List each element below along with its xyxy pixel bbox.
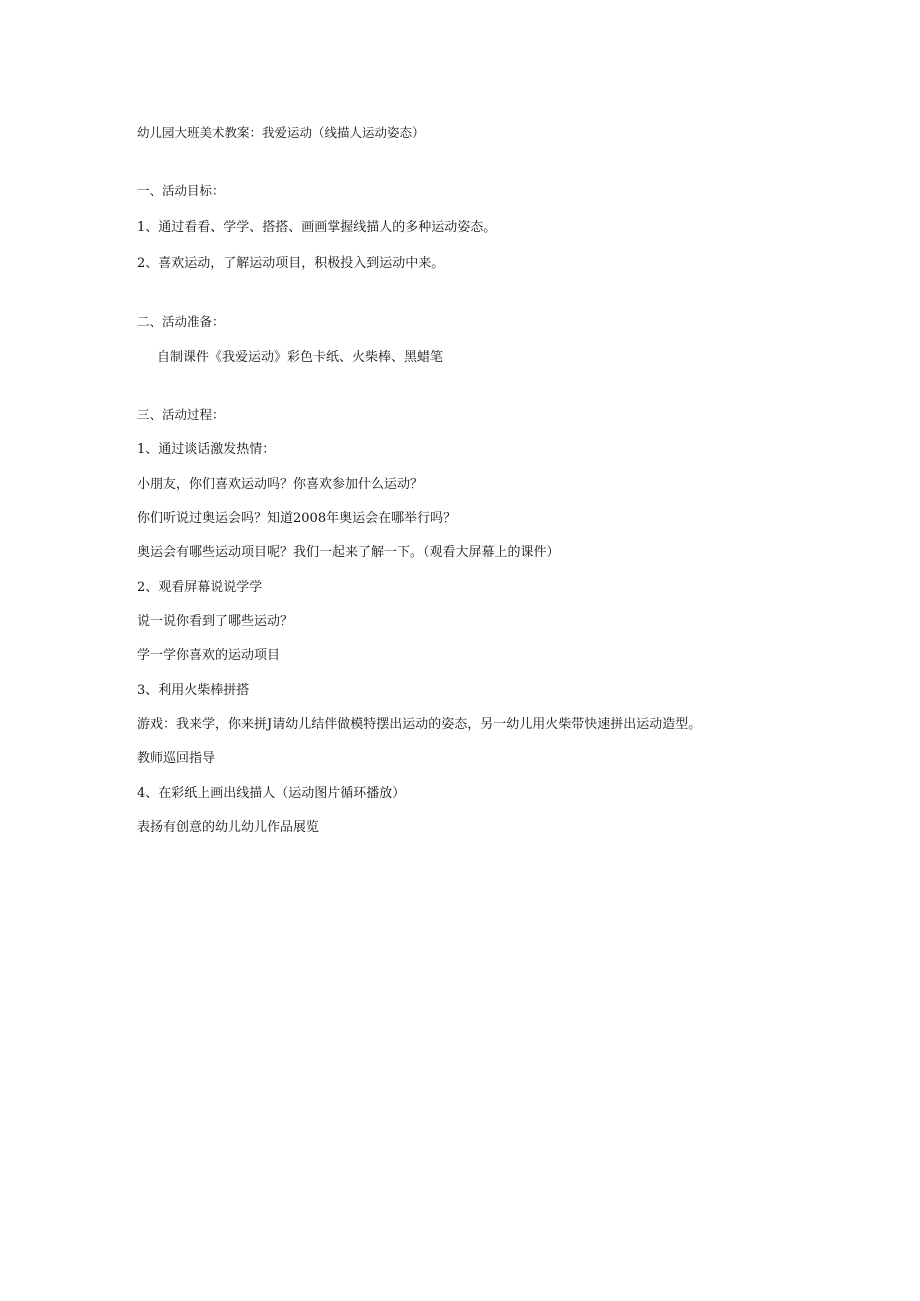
process-line: 表扬有创意的幼儿幼儿作品展览 bbox=[137, 820, 320, 835]
section-heading-preparation: 二、活动准备： bbox=[137, 314, 225, 329]
process-line: 教师巡回指导 bbox=[137, 751, 216, 766]
process-line: 小朋友，你们喜欢运动吗？你喜欢参加什么运动？ bbox=[137, 477, 424, 492]
process-line: 奥运会有哪些运动项目呢？我们一起来了解一下。（观看大屏幕上的课件） bbox=[137, 545, 560, 560]
process-line: 你们听说过奥运会吗？知道2008年奥运会在哪举行吗？ bbox=[137, 511, 457, 526]
document-title: 幼儿园大班美术教案：我爱运动（线描人运动姿态） bbox=[137, 125, 425, 140]
process-line: 4、在彩纸上画出线描人（运动图片循环播放） bbox=[137, 786, 406, 801]
goal-item-1: 1、通过看看、学学、搭搭、画画掌握线描人的多种运动姿态。 bbox=[137, 220, 497, 235]
process-line: 说一说你看到了哪些运动？ bbox=[137, 614, 294, 629]
process-line: 3、利用火柴棒拼搭 bbox=[137, 683, 250, 698]
preparation-content: 自制课件《我爱运动》彩色卡纸、火柴棒、黑蜡笔 bbox=[157, 350, 444, 365]
process-line: 游戏：我来学，你来拼J请幼儿结伴做模特摆出运动的姿态，另一幼儿用火柴带快速拼出运动造型。 bbox=[137, 717, 702, 732]
section-heading-goals: 一、活动目标： bbox=[137, 183, 225, 198]
section-heading-process: 三、活动过程： bbox=[137, 407, 225, 422]
goal-item-2: 2、喜欢运动，了解运动项目，积极投入到运动中来。 bbox=[137, 256, 445, 271]
process-line: 学一学你喜欢的运动项目 bbox=[137, 648, 281, 663]
process-line: 1、通过谈话激发热情： bbox=[137, 442, 276, 457]
process-line: 2、观看屏幕说说学学 bbox=[137, 580, 263, 595]
